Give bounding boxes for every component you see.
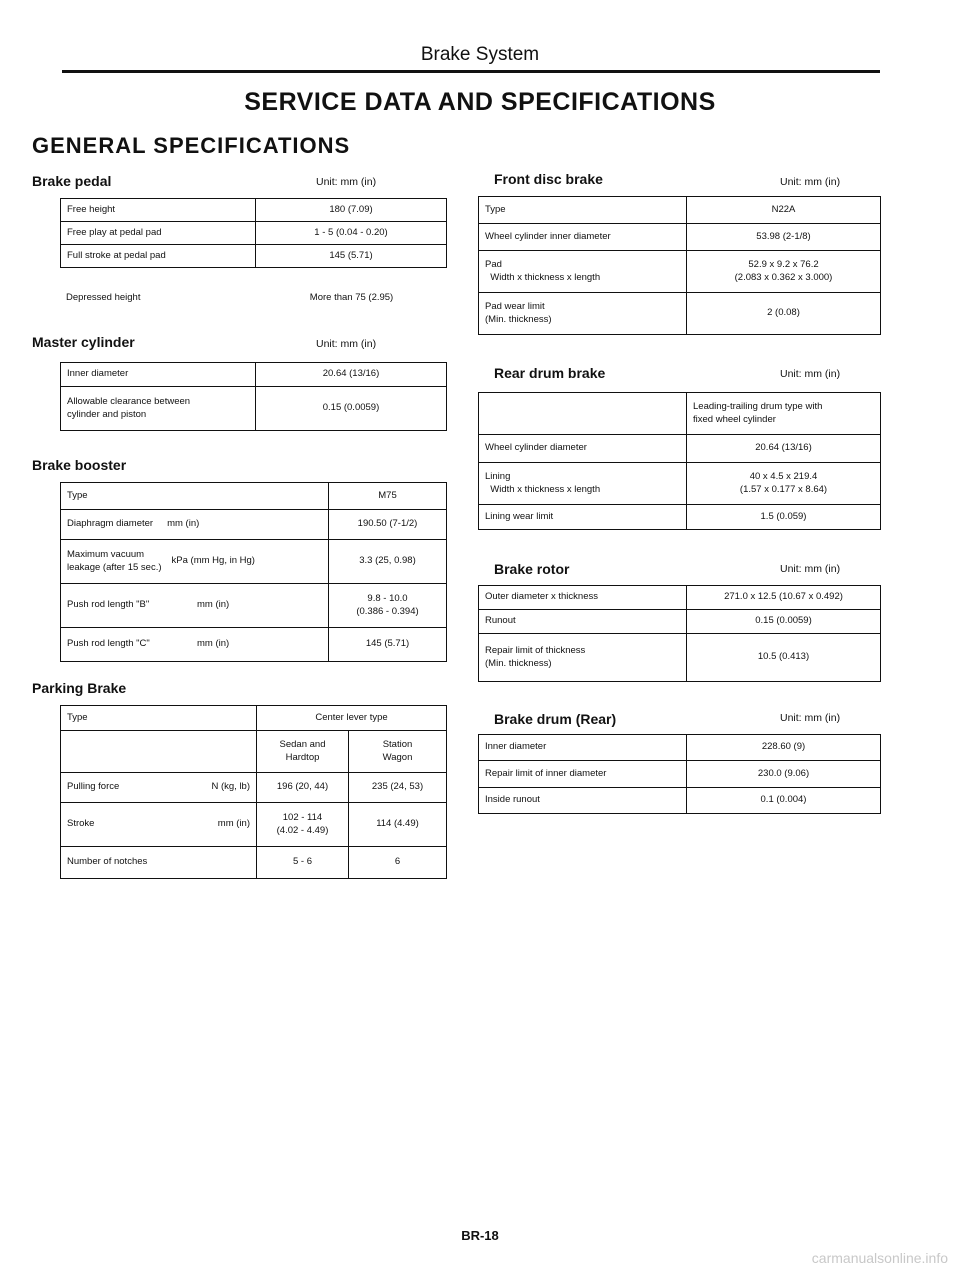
row-value: 0.15 (0.0059) xyxy=(687,610,881,634)
table-row xyxy=(479,393,881,435)
page-number: BR-18 xyxy=(461,1228,499,1243)
brake-booster-table xyxy=(60,482,447,662)
row-label: Diaphragm diameter xyxy=(67,518,154,530)
row-label-cell xyxy=(61,773,257,803)
table-row xyxy=(61,387,447,431)
table-row xyxy=(479,610,881,634)
brake-drum-table xyxy=(478,734,881,814)
row-label: Type xyxy=(61,483,329,510)
table-row xyxy=(479,634,881,682)
row-label-cell xyxy=(61,628,329,662)
table-row xyxy=(479,293,881,335)
table-row xyxy=(61,483,447,510)
row-label: Inside runout xyxy=(479,788,687,814)
table-row xyxy=(61,803,447,847)
row-value: 0.1 (0.004) xyxy=(687,788,881,814)
table-row xyxy=(479,224,881,251)
brake-booster-title: Brake booster xyxy=(32,457,127,473)
row-value: 114 (4.49) xyxy=(349,803,447,847)
parking-brake-title: Parking Brake xyxy=(32,680,127,696)
row-value: 180 (7.09) xyxy=(256,199,447,222)
row-unit: mm (in) xyxy=(197,599,230,611)
brake-rotor-table xyxy=(478,585,881,682)
row-label: Repair limit of thickness (Min. thickness) xyxy=(479,634,687,682)
table-row xyxy=(61,199,447,222)
brake-drum-title: Brake drum (Rear) xyxy=(494,711,617,727)
row-unit: mm (in) xyxy=(197,638,230,650)
row-label: Inner diameter xyxy=(479,735,687,761)
row-value: 1 - 5 (0.04 - 0.20) xyxy=(256,222,447,245)
row-unit: mm (in) xyxy=(217,818,250,830)
row-value: 196 (20, 44) xyxy=(257,773,349,803)
page-title: SERVICE DATA AND SPECIFICATIONS xyxy=(244,88,716,116)
row-label: Type xyxy=(479,197,687,224)
master-cylinder-title: Master cylinder xyxy=(32,334,135,350)
brake-pedal-title: Brake pedal xyxy=(32,173,112,189)
row-label: Allowable clearance between cylinder and piston xyxy=(61,387,256,431)
master-cylinder-unit: Unit: mm (in) xyxy=(316,338,377,350)
table-row xyxy=(61,731,447,773)
row-value: 271.0 x 12.5 (10.67 x 0.492) xyxy=(687,586,881,610)
row-label-cell xyxy=(61,510,329,540)
row-label: Push rod length "B" xyxy=(67,599,150,611)
table-row xyxy=(61,773,447,803)
table-row xyxy=(479,586,881,610)
front-disc-brake-table xyxy=(478,196,881,335)
brake-rotor-unit: Unit: mm (in) xyxy=(780,563,841,575)
watermark: carmanualsonline.info xyxy=(811,1250,948,1266)
table-row xyxy=(479,197,881,224)
row-label xyxy=(479,393,687,435)
row-label: Repair limit of inner diameter xyxy=(479,761,687,788)
master-cylinder-table xyxy=(60,362,447,431)
row-label: Wheel cylinder diameter xyxy=(479,435,687,463)
header-rule xyxy=(62,70,880,73)
column-header: Sedan and Hardtop xyxy=(257,731,349,773)
row-value: 40 x 4.5 x 219.4 (1.57 x 0.177 x 8.64) xyxy=(687,463,881,505)
row-label-cell xyxy=(61,584,329,628)
table-row xyxy=(61,628,447,662)
row-value: 235 (24, 53) xyxy=(349,773,447,803)
table-row xyxy=(479,435,881,463)
row-label: Pad wear limit (Min. thickness) xyxy=(479,293,687,335)
table-row xyxy=(61,245,447,268)
row-value: 10.5 (0.413) xyxy=(687,634,881,682)
table-row xyxy=(61,222,447,245)
front-disc-brake-unit: Unit: mm (in) xyxy=(780,176,841,188)
row-unit: N (kg, lb) xyxy=(211,781,250,793)
row-value: 20.64 (13/16) xyxy=(687,435,881,463)
rear-drum-brake-table xyxy=(478,392,881,530)
table-row xyxy=(479,463,881,505)
row-label-cell xyxy=(61,540,329,584)
row-value: 9.8 - 10.0 (0.386 - 0.394) xyxy=(329,584,447,628)
row-unit: mm (in) xyxy=(167,518,200,530)
row-value: 20.64 (13/16) xyxy=(256,363,447,387)
row-value: Leading-trailing drum type with fixed wheel cylinder xyxy=(687,393,881,435)
row-value: 1.5 (0.059) xyxy=(687,505,881,530)
row-label: Wheel cylinder inner diameter xyxy=(479,224,687,251)
row-value: 102 - 114 (4.02 - 4.49) xyxy=(257,803,349,847)
table-row xyxy=(61,363,447,387)
row-value: 2 (0.08) xyxy=(687,293,881,335)
depressed-height-value: More than 75 (2.95) xyxy=(309,292,394,303)
row-value: 145 (5.71) xyxy=(329,628,447,662)
row-value: 0.15 (0.0059) xyxy=(256,387,447,431)
brake-pedal-unit: Unit: mm (in) xyxy=(316,176,377,188)
column-header: Station Wagon xyxy=(349,731,447,773)
general-specifications-title: GENERAL SPECIFICATIONS xyxy=(32,133,351,158)
row-label: Full stroke at pedal pad xyxy=(61,245,256,268)
row-value: 228.60 (9) xyxy=(687,735,881,761)
table-row xyxy=(61,510,447,540)
row-label: Type xyxy=(61,706,257,731)
row-label: Runout xyxy=(479,610,687,634)
row-value: 3.3 (25, 0.98) xyxy=(329,540,447,584)
row-value: 52.9 x 9.2 x 76.2 (2.083 x 0.362 x 3.000) xyxy=(687,251,881,293)
row-label-cell xyxy=(61,803,257,847)
table-row xyxy=(479,505,881,530)
row-value: 6 xyxy=(349,847,447,879)
parking-brake-table xyxy=(60,705,447,879)
table-row xyxy=(61,706,447,731)
table-row xyxy=(479,761,881,788)
row-label: Push rod length "C" xyxy=(67,638,150,650)
rear-drum-brake-unit: Unit: mm (in) xyxy=(780,368,841,380)
rear-drum-brake-title: Rear drum brake xyxy=(494,365,606,381)
row-label: Free play at pedal pad xyxy=(61,222,256,245)
row-label: Maximum vacuum leakage (after 15 sec.) xyxy=(67,549,162,573)
row-value: 145 (5.71) xyxy=(256,245,447,268)
row-label: Pad Width x thickness x length xyxy=(479,251,687,293)
row-label: Stroke xyxy=(67,818,95,830)
row-label: Lining Width x thickness x length xyxy=(479,463,687,505)
row-value: N22A xyxy=(687,197,881,224)
row-label: Inner diameter xyxy=(61,363,256,387)
table-row xyxy=(61,584,447,628)
brake-drum-unit: Unit: mm (in) xyxy=(780,712,841,724)
row-value: 190.50 (7-1/2) xyxy=(329,510,447,540)
table-row xyxy=(61,540,447,584)
empty-cell xyxy=(61,731,257,773)
row-label: Lining wear limit xyxy=(479,505,687,530)
brake-pedal-table xyxy=(60,198,447,268)
row-label: Outer diameter x thickness xyxy=(479,586,687,610)
row-label: Pulling force xyxy=(67,781,120,793)
brake-rotor-title: Brake rotor xyxy=(494,561,570,577)
row-value: 230.0 (9.06) xyxy=(687,761,881,788)
table-row xyxy=(479,735,881,761)
row-value: 5 - 6 xyxy=(257,847,349,879)
row-label: Number of notches xyxy=(61,847,257,879)
table-row xyxy=(479,251,881,293)
front-disc-brake-title: Front disc brake xyxy=(494,171,603,187)
row-value: 53.98 (2-1/8) xyxy=(687,224,881,251)
page-header: Brake System xyxy=(420,44,540,65)
depressed-height-label: Depressed height xyxy=(66,292,141,303)
row-label: Free height xyxy=(61,199,256,222)
row-value: M75 xyxy=(329,483,447,510)
table-row xyxy=(479,788,881,814)
row-value: Center lever type xyxy=(257,706,447,731)
row-unit: kPa (mm Hg, in Hg) xyxy=(171,555,255,567)
table-row xyxy=(61,847,447,879)
